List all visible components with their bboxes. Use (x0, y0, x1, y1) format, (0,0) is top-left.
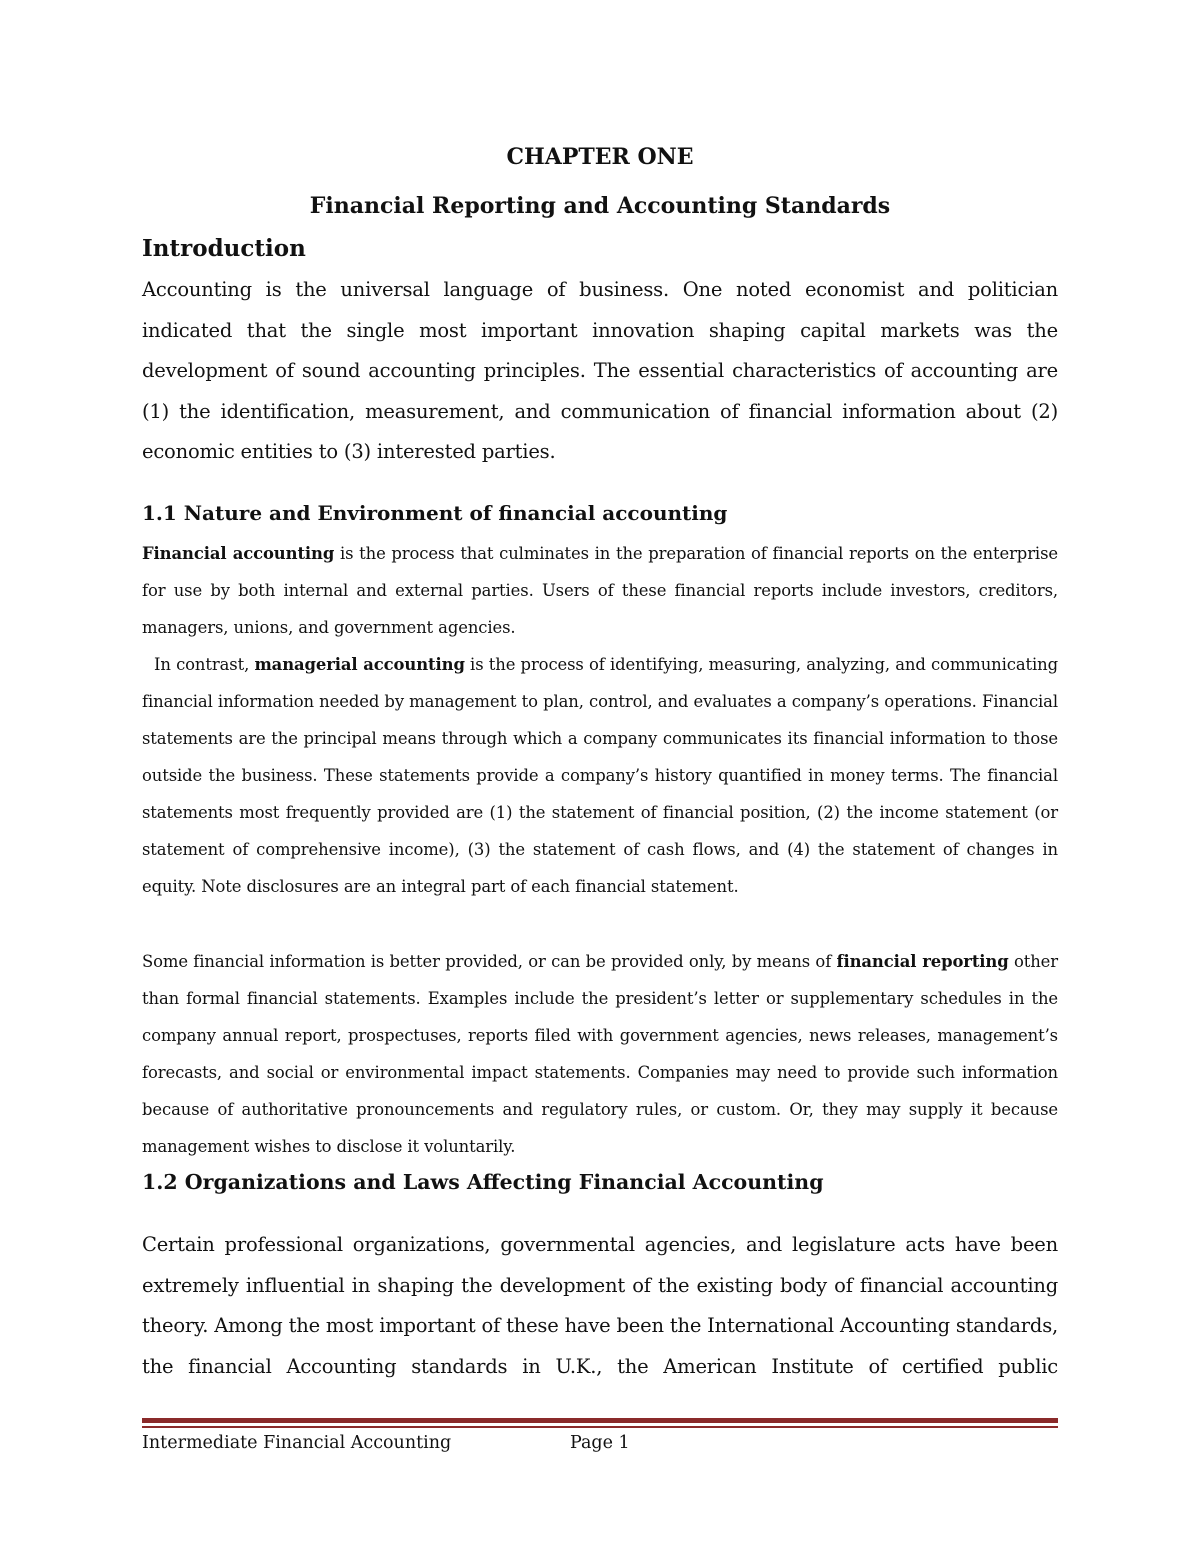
managerial-accounting-paragraph (142, 646, 1058, 905)
section-1-1-heading: 1.1 Nature and Environment of financial accounting (142, 501, 728, 525)
footer-page-number: Page 1 (570, 1433, 630, 1453)
footer-rule-thin (142, 1426, 1058, 1428)
introduction-paragraph: Accounting is the universal language of business. One noted economist and politician indicated that the single most important innovation shaping capital markets was the development of sound accounting principles. The essential characteristics of accounting are (1) the identification, measurement, and communication of financial information about (2) economic entities to (3) interested parties. (142, 278, 1058, 463)
chapter-title: Financial Reporting and Accounting Standards (309, 193, 891, 219)
footer-rule-thick (142, 1418, 1058, 1423)
term-financial-accounting: Financial accounting (142, 544, 335, 563)
paragraph-lead: In contrast, (154, 655, 255, 674)
organizations-paragraph: Certain professional organizations, governmental agencies, and legislature acts have been extremely influential in shaping the development of the existing body of financial accounting theory. Among the most important of these have been the International Accounting standards, the financial Accounting standards in U.K., the American Institute of certified public (142, 1233, 1058, 1378)
financial-reporting-paragraph (142, 943, 1058, 1165)
paragraph-lead: Some financial information is better provided, or can be provided only, by means of (142, 952, 837, 971)
paragraph-text: other than formal financial statements. Examples include the president’s letter or supplementary schedules in the company annual report, prospectuses, reports filed with government agencies, news releases, management’s forecasts, and social or environmental impact statements. Companies may need to provide such information because of authoritative pronouncements and regulatory rules, or custom. Or, they may supply it because management wishes to disclose it voluntarily. (142, 952, 1059, 1156)
section-1-2-heading: 1.2 Organizations and Laws Affecting Financial Accounting (142, 1170, 824, 1194)
paragraph-text: is the process that culminates in the preparation of financial reports on the enterprise for use by both internal and external parties. Users of these financial reports include investors, creditors, managers, unions, and government agencies. (142, 544, 1058, 637)
term-managerial-accounting: managerial accounting (254, 655, 465, 674)
introduction-heading: Introduction (142, 235, 306, 262)
term-financial-reporting: financial reporting (836, 952, 1009, 971)
financial-accounting-paragraph (142, 535, 1058, 646)
footer-course-title: Intermediate Financial Accounting (142, 1433, 452, 1453)
paragraph-text: is the process of identifying, measuring, analyzing, and communicating financial information needed by management to plan, control, and evaluates a company’s operations. Financial statements are the principal means through which a company communicates its financial information to those outside the business. These statements provide a company’s history quantified in money terms. The financial statements most frequently provided are (1) the statement of financial position, (2) the income statement (or statement of comprehensive income), (3) the statement of cash flows, and (4) the statement of changes in equity. Note disclosures are an integral part of each financial statement. (142, 655, 1058, 896)
chapter-heading: CHAPTER ONE (506, 144, 694, 170)
